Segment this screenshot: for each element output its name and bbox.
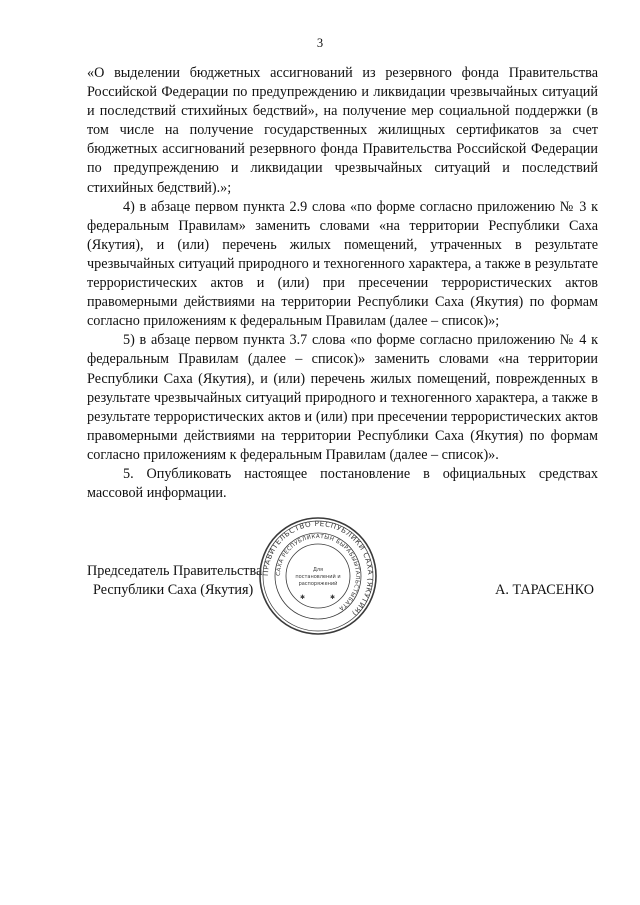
official-seal-stamp [257, 515, 379, 637]
paragraph-item-4: 4) в абзаце первом пункта 2.9 слова «по форме согласно приложению № 3 к федеральным Правилам» заменить словами «на территории Республики Саха (Якутия), и (или) перечень жилых помещений, утраченных в результате чрезвычайных ситуаций природного и техногенного характера, а также в результате террористических актов и (или) при пресечении террористических актов правомерными действиями на территории Республики Саха (Якутия) по формам согласно приложениям к федеральным Правилам (далее – список)»; [87, 198, 598, 330]
signatory-title-line1: Председатель Правительства [87, 563, 263, 579]
signatory-name: А. ТАРАСЕНКО [495, 582, 594, 598]
seal-center-text-line3: распоряжений [298, 581, 338, 587]
paragraph-continuation: «О выделении бюджетных ассигнований из резервного фонда Правительства Российской Федерации по предупреждению и ликвидации чрезвычайных ситуаций и последствий стихийных бедствий», на получение мер социальной поддержки (в том числе на получение государственных жилищных сертификатов за счет бюджетных ассигнований резервного фонда Правительства Российской Федерации по предупреждению и ликвидации чрезвычайных ситуаций и последствий стихийных бедствий).»; [87, 65, 598, 196]
document-body [87, 64, 598, 503]
seal-center-text-line2: постановлений и [295, 574, 341, 580]
seal-center-text-line1: Для [312, 567, 324, 573]
page-number: 3 [316, 36, 324, 50]
seal-star-right: ✱ [330, 594, 336, 601]
paragraph-item-5: 5) в абзаце первом пункта 3.7 слова «по форме согласно приложению № 4 к федеральным Правилам (далее – список)» заменить словами «на территории Республики Саха (Якутия), и (или) перечень жилых помещений, поврежденных в результате чрезвычайных ситуаций природного и техногенного характера, а также в результате террористических актов и (или) при пресечении террористических актов правомерными действиями на территории Республики Саха (Якутия) по формам согласно приложениям к федеральным Правилам (далее – список)». [87, 332, 598, 463]
seal-outer-text: ПРАВИТЕЛЬСТВО РЕСПУБЛИКИ САХА (ЯКУТИЯ) [260, 518, 376, 619]
paragraph-publish: 5. Опубликовать настоящее постановление в официальных средствах массовой информации. [87, 465, 598, 502]
seal-inner-text: САХА РЕСПУБЛИКАТЫН БЫРАБЫЫТАЛЬСТЫБАТА [275, 533, 361, 612]
seal-star-left: ✱ [300, 594, 306, 601]
signatory-title-line2: Республики Саха (Якутия) [93, 582, 254, 598]
